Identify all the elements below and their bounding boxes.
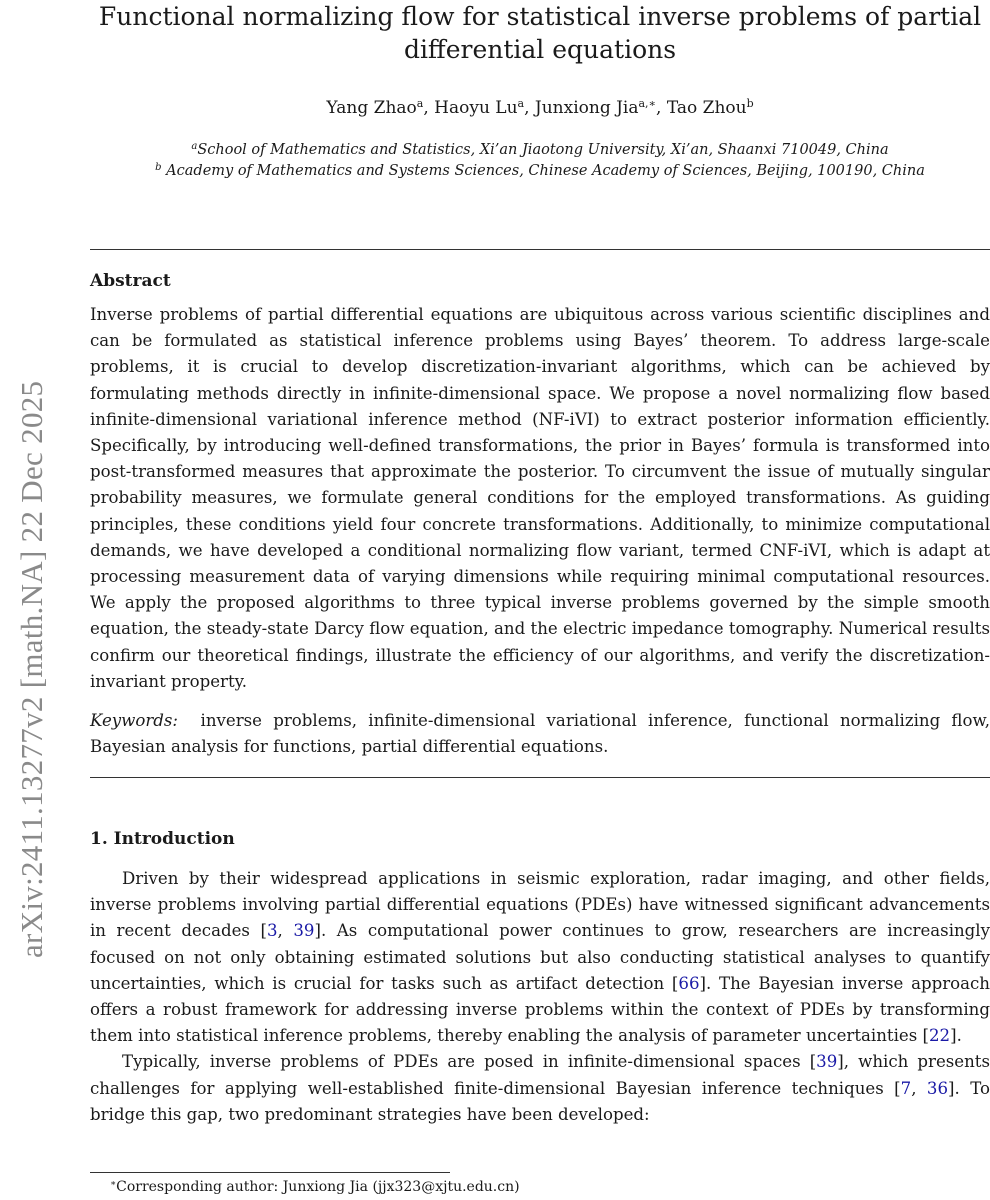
citation-link[interactable]: 66 (678, 973, 700, 993)
citation-link[interactable]: 3 (266, 921, 278, 941)
abstract-bottom-rule (90, 777, 990, 778)
affiliation-text: Academy of Mathematics and Systems Sciences, Chinese Academy of Sciences, Beijing, 100190, China (161, 163, 925, 179)
author-name: Tao Zhou (666, 98, 747, 118)
arxiv-identifier-stamp: arXiv:2411.13277v2 [math.NA] 22 Dec 2025 (14, 380, 49, 958)
affiliation-mark: a (191, 141, 198, 152)
author-name: Yang Zhao (326, 98, 417, 118)
author-name: Junxiong Jia (534, 98, 639, 118)
citation-link[interactable]: 39 (293, 921, 315, 941)
citation-link[interactable]: 39 (816, 1052, 838, 1072)
footnote-mark: ∗ (110, 1179, 117, 1189)
abstract-body (90, 302, 990, 695)
paper-title: Functional normalizing flow for statistical inverse problems of partial differential equations (98, 2, 982, 64)
author-list: Yang Zhao$^a$, Haoyu Lu$^a$, Junxiong Jia$^{a,∗}$, Tao Zhou$^b$ (326, 97, 754, 118)
author-affiliation-mark: a,∗ (638, 97, 657, 110)
keywords-label: Keywords: (90, 711, 179, 730)
author-affiliation-mark: b (746, 97, 754, 110)
author-affiliation-mark: a (416, 97, 424, 110)
footnote (110, 1178, 520, 1196)
footnote-text: Corresponding author: Junxiong Jia (jjx323@xjtu.edu.cn) (116, 1179, 520, 1195)
citation-link[interactable]: 36 (926, 1078, 949, 1098)
intro-paragraph-2: Typically, inverse problems of PDEs are posed in infinite-dimensional spaces [39], which presents challenges for applying well-established finite-dimensional Bayesian inference techniques [7, 36]. To bridge this gap, two predominant strategies have been developed: (90, 1052, 990, 1124)
abstract-top-rule (90, 249, 990, 250)
footnote-rule (90, 1172, 450, 1173)
author-affiliation-mark: a (517, 97, 525, 110)
section-heading-introduction: 1. Introduction (90, 829, 235, 849)
author-name: Haoyu Lu (434, 98, 518, 118)
citation-link[interactable]: 22 (928, 1026, 951, 1046)
abstract-text: Inverse problems of partial differential equations are ubiquitous across various scientific disciplines and can be formulated as statistical inference problems using Bayes’ theorem. To address large-scale problems, it is crucial to develop discretization-invariant algorithms, which can be achieved by formulating methods directly in infinite-dimensional space. We propose a novel normalizing flow based infinite-dimensional variational inference method (NF-iVI) to extract posterior information efficiently. Specifically, by introducing well-defined transformations, the prior in Bayes’ formula is transformed into post-transformed measures that approximate the posterior. To circumvent the issue of mutually singular probability measures, we formulate general conditions for the employed transformations. As guiding principles, these conditions yield four concrete transformations. Additionally, to minimize computational demands, we have developed a conditional normalizing flow variant, termed CNF-iVI, which is adapt at processing measurement data of varying dimensions while requiring minimal computational resources. We apply the proposed algorithms to three typical inverse problems governed by the simple smooth equation, the steady-state Darcy flow equation, and the electric impedance tomography. Numerical results confirm our theoretical findings, illustrate the efficiency of our algorithms, and verify the discretization-invariant property. (90, 305, 990, 691)
affiliation-mark: b (155, 162, 162, 173)
affiliation-text: School of Mathematics and Statistics, Xi’an Jiaotong University, Xi’an, Shaanxi 710049, China (197, 142, 889, 158)
abstract-heading: Abstract (90, 271, 171, 291)
affiliation-b (90, 161, 990, 181)
affiliation-a (90, 140, 990, 160)
intro-paragraph-1: Driven by their widespread applications in seismic exploration, radar imaging, and other fields, inverse problems involving partial differential equations (PDEs) have witnessed significant advancements in recent decades [3, 39]. As computational power continues to grow, researchers are increasingly focused on not only obtaining estimated solutions but also conducting statistical analyses to quantify uncertainties, which is crucial for tasks such as artifact detection [66]. The Bayesian inverse approach offers a robust framework for addressing inverse problems within the context of PDEs by transforming them into statistical inference problems, thereby enabling the analysis of parameter uncertainties [22]. (90, 869, 990, 1046)
introduction-body (90, 866, 990, 1128)
keywords-text: inverse problems, infinite-dimensional variational inference, functional normalizing flow, Bayesian analysis for functions, partial differential equations. (90, 711, 990, 757)
citation-link[interactable]: 7 (900, 1078, 912, 1098)
keywords (90, 708, 990, 760)
